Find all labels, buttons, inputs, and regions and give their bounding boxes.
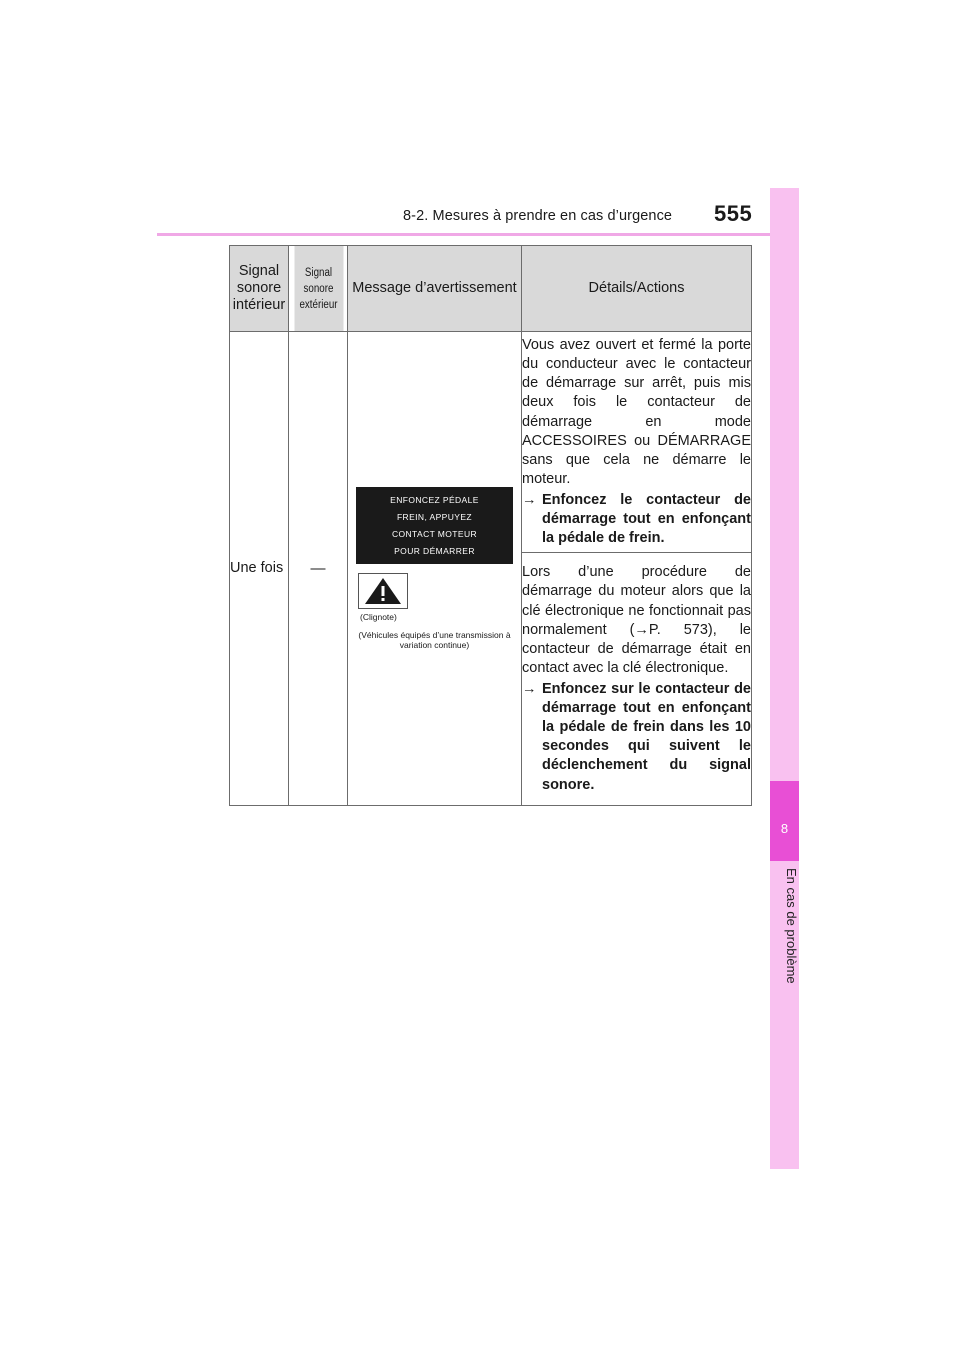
display-line: FREIN, APPUYEZ	[396, 511, 473, 522]
vehicle-note: (Véhicules équipés d’une transmission à variation continue)	[358, 630, 511, 650]
warning-triangle-icon	[358, 573, 408, 609]
detail-cell	[522, 332, 752, 553]
col-header-details-actions: Détails/Actions	[522, 246, 752, 332]
section-title: 8-2. Mesures à prendre en cas d’urgence	[403, 208, 673, 224]
display-line: ENFONCEZ PÉDALE	[390, 494, 479, 505]
table-row	[230, 332, 752, 553]
arrow-icon: →	[522, 491, 537, 508]
detail-description: Vous avez ouvert et fermé la porte du conducteur avec le contacteur de démarrage sur arrêt, puis mis deux fois le contacteur de démarrage en mode ACCESSOIRES ou DÉMARRAGE sans que cela ne démarre le moteur.	[522, 336, 751, 488]
exterior-buzzer-value: —	[289, 332, 348, 806]
detail-action: Enfoncez le contacteur de démarrage tout en enfonçant la pédale de frein.	[542, 491, 751, 546]
warning-message-cell	[348, 332, 522, 806]
col-header-interior-buzzer: Signal sonore intérieur	[230, 246, 289, 332]
display-line: CONTACT MOTEUR	[391, 528, 478, 539]
warning-table	[229, 245, 752, 806]
chapter-label: En cas de problème	[784, 868, 799, 984]
detail-action: Enfoncez sur le contacteur de démarrage tout en enfonçant la pédale de frein dans les 10 secondes qui suivent le déclenchement du signal sonore.	[542, 680, 751, 793]
display-line: POUR DÉMARRER	[394, 545, 475, 556]
col-header-warning-message: Message d’avertissement	[348, 246, 522, 332]
col-header-exterior-buzzer: Signal sonore extérieur	[293, 246, 343, 332]
page-number: 555	[714, 201, 753, 226]
detail-cell	[522, 553, 752, 806]
header-divider	[157, 233, 799, 236]
table-header-row	[230, 246, 752, 332]
arrow-icon: →	[522, 680, 537, 697]
chapter-number: 8	[780, 821, 789, 836]
interior-buzzer-value: Une fois	[230, 332, 289, 806]
blink-caption: (Clignote)	[360, 612, 397, 622]
chapter-side-tab	[770, 188, 799, 1169]
dashboard-display	[356, 487, 513, 564]
detail-description: Lors d’une procédure de démarrage du moteur alors que la clé électronique ne fonctionnait pas normalement (→P. 573), le contacteur de démarrage était en contact avec la clé électronique.	[522, 564, 751, 677]
